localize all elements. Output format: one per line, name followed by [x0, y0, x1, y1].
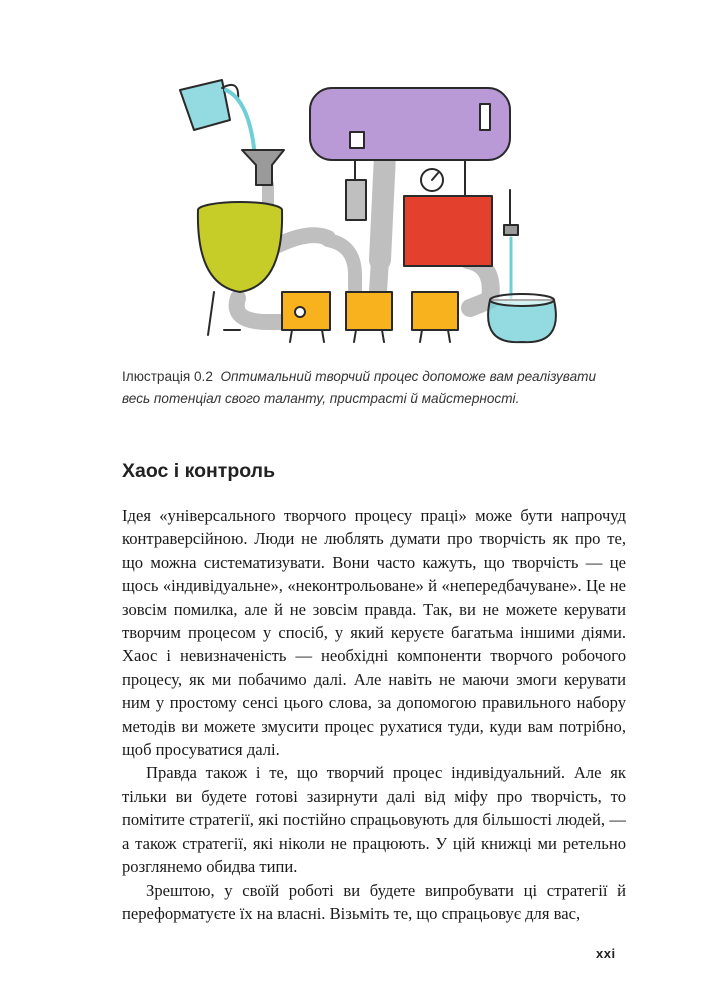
pipe-valve-down: [328, 240, 355, 295]
section-heading: Хаос і контроль: [122, 460, 276, 482]
paragraph: Зрештою, у своїй роботі ви будете випробувати ці стратегії й переформатуєте їх на власні. Візьміть те, що спрацьовує для вас,: [122, 880, 626, 923]
figure-caption-text: Оптимальний творчий процес допоможе вам реалізувати весь потенціал свого таланту, пристрасті й майстерності.: [122, 369, 597, 406]
pipe-lower-column: [378, 260, 380, 292]
funnel: [242, 150, 284, 185]
pipe-cauldron-to-valve: [278, 235, 328, 245]
tap: [504, 225, 518, 235]
page-number: xxi: [596, 946, 616, 961]
pipe-bottom: [237, 298, 282, 322]
valve: [346, 180, 366, 220]
figure-caption: [122, 366, 622, 410]
figure-caption-label: Ілюстрація 0.2: [122, 369, 213, 384]
orange-box-1: [282, 292, 330, 330]
body-text: [122, 504, 626, 925]
orange-box-2: [346, 292, 392, 330]
paragraph: Ідея «універсального творчого процесу праці» може бути напрочуд контраверсійною. Люди не люблять думати про творчість як про те, що можна систематизувати. Вони часто кажуть, що творчість — це щось «індивідуальне», «неконтрольоване» й «непередбачуване». Це не зовсім помилка, але й не зовсім правда. Так, ви не можете керувати творчим процесом у спосіб, у який керуєте багатьма іншими діями. Хаос і невизначеність — необхідні компоненти творчого робочого процесу, як ми побачимо далі. Але навіть не маючи змоги керувати ним у простому сенсі цього слова, за допомогою правильного набору методів ви можете змусити процес рухатися туди, куди вам потрібно, щоб просуватися далі.: [122, 506, 626, 760]
yellow-cauldron: [198, 210, 282, 292]
paragraph: Правда також і те, що творчий процес індивідуальний. Але як тільки ви будете готові зазирнути далі від міфу про творчість, то помітите стратегії, які постійно спрацьовують для більшості людей, — а також стратегії, які ніколи не працюють. У цій книжці ми ретельно розглянемо обидва типи.: [122, 763, 626, 877]
orange-box-3: [412, 292, 458, 330]
pipe-red-to-boxes: [468, 260, 491, 308]
red-box: [404, 196, 492, 266]
creative-process-machine-illustration: [150, 60, 590, 350]
